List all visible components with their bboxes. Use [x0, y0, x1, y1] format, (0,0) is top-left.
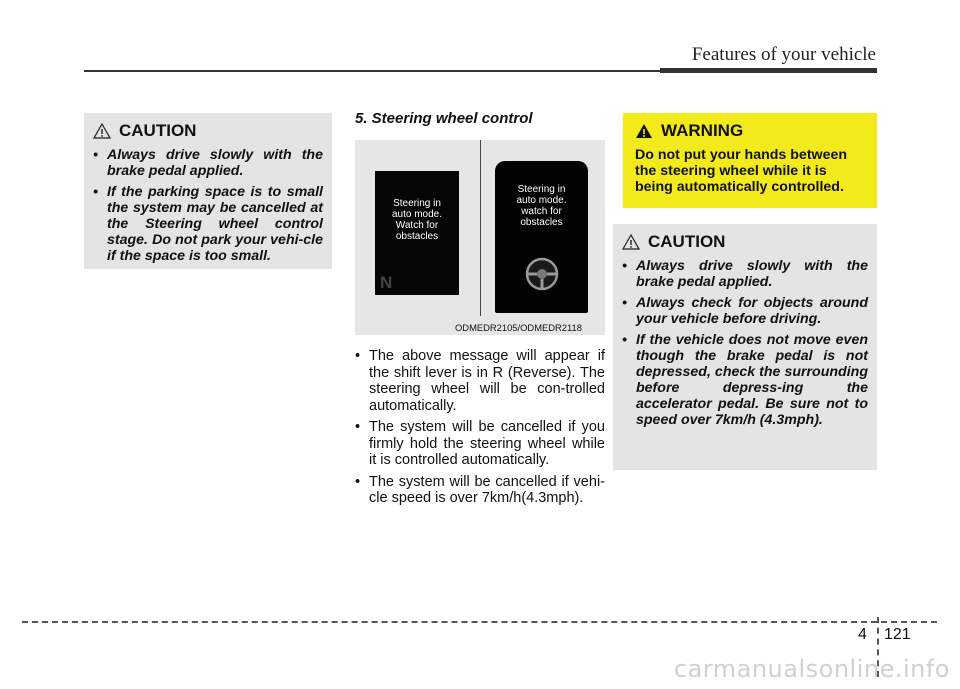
warning-triangle-filled-icon: [635, 123, 653, 139]
body-bullet: • The system will be cancelled if you firmly hold the steering wheel while it is controlled automatically.: [355, 419, 605, 469]
caution-item: • If the parking space is to small the system may be cancelled at the Steering wheel control stage. Do not park your vehi-cle if the space is too small.: [93, 184, 323, 264]
caution-heading: [93, 121, 323, 141]
caution-title: CAUTION: [119, 121, 197, 140]
body-bullet: • The system will be cancelled if vehi-cle speed is over 7km/h(4.3mph).: [355, 474, 605, 507]
warning-text: Do not put your hands between the steering wheel while it is being automatically controlled.: [635, 147, 848, 195]
body-bullet: • The above message will appear if the shift lever is in R (Reverse). The steering wheel will be con-trolled automatically.: [355, 348, 605, 414]
body-bullet-list: [355, 348, 605, 512]
figure-caption: ODMEDR2105/ODMEDR2118: [455, 322, 582, 333]
figure-divider: [480, 140, 481, 316]
caution-box-right: [613, 224, 877, 470]
warning-triangle-outline-icon: [93, 123, 111, 139]
caution-title: CAUTION: [648, 232, 726, 251]
warning-title: WARNING: [661, 121, 744, 140]
warning-box: [623, 113, 877, 208]
caution-box-left: [84, 113, 332, 269]
screen-message: Steering in auto mode. watch for obstacles: [516, 184, 567, 228]
steering-wheel-icon: [525, 257, 559, 291]
warning-heading: [635, 121, 868, 141]
cluster-screen-right: [495, 161, 588, 313]
gear-indicator: N: [380, 273, 393, 292]
watermark: carmanualsonline.info: [673, 655, 950, 683]
warning-triangle-outline-icon: [622, 234, 640, 250]
caution-item: • Always drive slowly with the brake pedal applied.: [93, 147, 323, 179]
chapter-number: 4: [858, 626, 867, 643]
caution-item: • Always check for objects around your vehicle before driving.: [622, 295, 868, 327]
caution-heading: [622, 232, 868, 252]
subheading: 5. Steering wheel control: [355, 110, 533, 127]
screen-message: Steering in auto mode. Watch for obstacles: [391, 198, 443, 242]
footer-rule: [22, 621, 937, 623]
header-rule-accent: [660, 68, 877, 73]
cluster-screen-left: [375, 171, 459, 295]
caution-item: • Always drive slowly with the brake pedal applied.: [622, 258, 868, 290]
section-title: Features of your vehicle: [691, 44, 876, 65]
caution-item: • If the vehicle does not move even though the brake pedal is not depressed, check the surrounding before depress-ing the accelerator pedal. Be sure not to speed over 7km/h (4.3mph).: [622, 332, 868, 428]
page-number: 121: [884, 626, 911, 643]
figure-steering-display: [355, 140, 605, 335]
